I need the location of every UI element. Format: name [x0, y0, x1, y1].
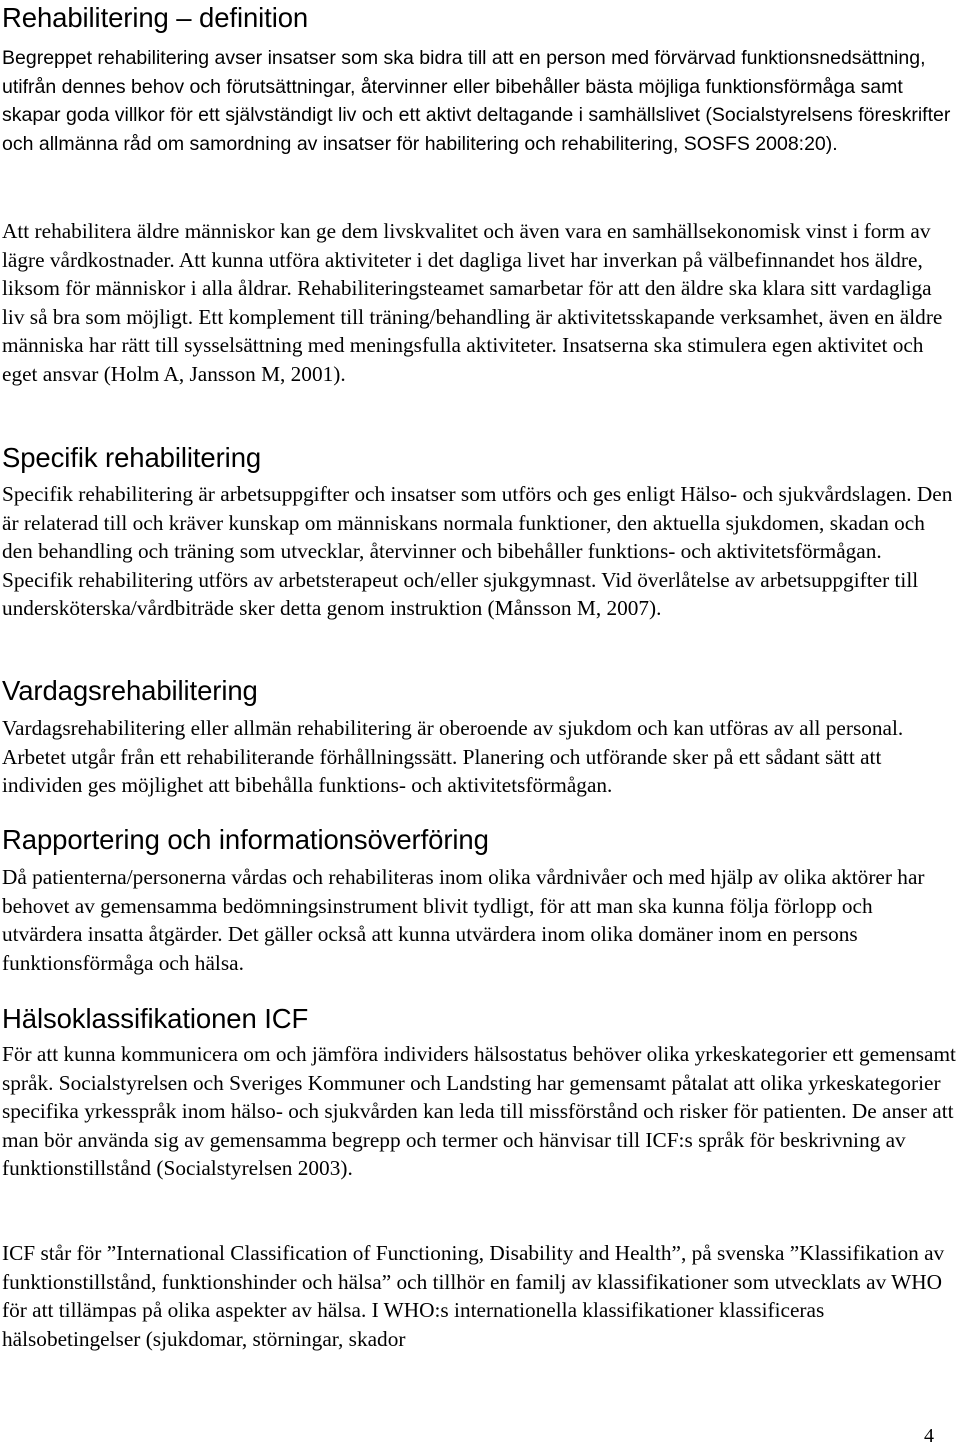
paragraph-elderly-rehab: Att rehabilitera äldre människor kan ge dem livskvalitet och även vara en samhällsekonomisk vinst i form av lägre vårdkostnader. Att kunna utföra aktiviteter i det dagliga livet har inverkan på välbefinnandet hos äldre, liksom för människor i alla åldrar. Rehabiliteringsteamet samarbetar för att den äldre ska klara sitt vardagliga liv så bra som möjligt. Ett komplement till träning/behandling är aktivitetsskapande verksamhet, även en äldre människa har rätt till sysselsättning med meningsfulla aktiviteter. Insatserna ska stimulera egen aktivitet och eget ansvar (Holm A, Jansson M, 2001). [2, 219, 943, 386]
page-number: 4 [924, 1425, 934, 1447]
section-heading-vardags: Vardagsrehabilitering [2, 675, 258, 706]
paragraph-icf-definition: ICF står för ”International Classification of Functioning, Disability and Health”, på svenska ”Klassifikation av funktionstillstånd, funktionshinder och hälsa” och tillhör en familj av klassifikationer som utvecklats av WHO för att tillämpas på olika aspekter av hälsa. I WHO:s internationella klassifikationer klassificeras hälsobetingelser (sjukdomar, störningar, skador [2, 1241, 945, 1351]
paragraph-specifik: Specifik rehabilitering är arbetsuppgifter och insatser som utförs och ges enligt Hälso- och sjukvårdslagen. Den är relaterad till och kräver kunskap om människans normala funktioner, den aktuella sjukdomen, skadan och den behandling och träning som utvecklar, återvinner och bibehåller funktions- och aktivitetsförmågan. Specifik rehabilitering utförs av arbetsterapeut och/eller sjukgymnast. Vid överlåtelse av arbetsuppgifter till undersköterska/vårdbiträde sker detta genom instruktion (Månsson M, 2007). [2, 482, 953, 620]
paragraph-rapportering: Då patienterna/personerna vårdas och rehabiliteras inom olika vårdnivåer och med hjälp av olika aktörer har behovet av gemensamma bedömningsinstrument blivit tydligt, för att man ska kunna följa förlopp och utvärdera insatta åtgärder. Det gäller också att kunna utvärdera inom olika domäner inom en persons funktionsförmåga och hälsa. [2, 865, 925, 975]
paragraph-definition: Begreppet rehabilitering avser insatser som ska bidra till att en person med förvärvad funktionsnedsättning, utifrån dennes behov och förutsättningar, återvinner eller bibehåller bästa möjliga funktionsförmåga samt skapar goda villkor för ett självständigt liv och ett aktivt deltagande i samhällslivet (Socialstyrelsens föreskrifter och allmänna råd om samordning av insatser för habilitering och rehabilitering, SOSFS 2008:20). [2, 47, 951, 155]
paragraph-icf-communication: För att kunna kommunicera om och jämföra individers hälsostatus behöver olika yrkeskategorier ett gemensamt språk. Socialstyrelsen och Sveriges Kommuner och Landsting har gemensamt påtalat att olika yrkeskategorier specifika yrkesspråk inom hälso- och sjukvården kan leda till missförstånd och risker för patienten. De anser att man bör använda sig av gemensamma begrepp och termer och hänvisar till ICF:s språk för beskrivning av funktionstillstånd (Socialstyrelsen 2003). [2, 1042, 956, 1180]
paragraph-vardags: Vardagsrehabilitering eller allmän rehabilitering är oberoende av sjukdom och kan utföras av all personal. Arbetet utgår från ett rehabiliterande förhållningssätt. Planering och utförande sker på ett sådant sätt att individen ges möjlighet att bibehålla funktions- och aktivitetsförmågan. [2, 716, 904, 797]
section-heading-icf: Hälsoklassifikationen ICF [2, 1003, 309, 1034]
section-heading-definition: Rehabilitering – definition [2, 2, 309, 33]
section-heading-specifik: Specifik rehabilitering [2, 442, 262, 473]
section-heading-rapportering: Rapportering och informationsöverföring [2, 824, 489, 855]
